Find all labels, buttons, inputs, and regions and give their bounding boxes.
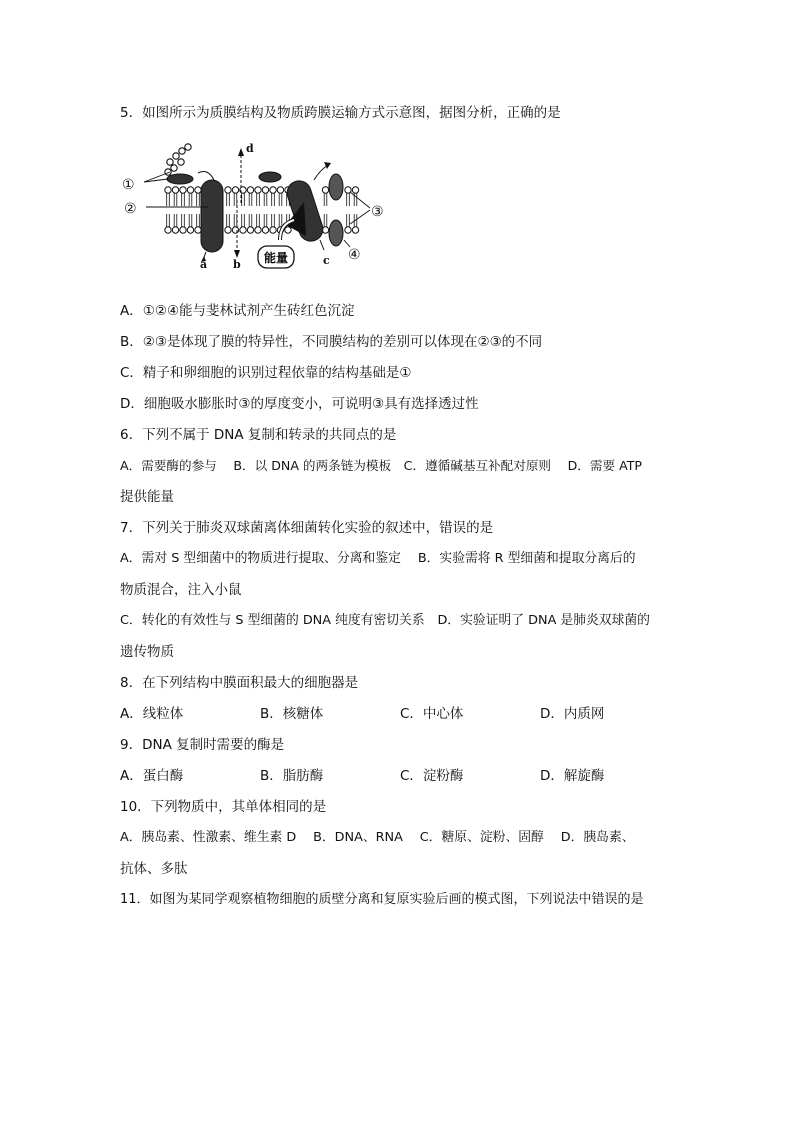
q7-options-cd: C．转化的有效性与 S 型细菌的 DNA 纯度有密切关系 D．实验证明了 DNA 是肺炎双球菌的 — [120, 613, 650, 628]
label-a: a — [200, 258, 208, 271]
label-3: ③ — [371, 204, 384, 220]
label-c: c — [323, 254, 330, 267]
q7-options-ab-cont: 物质混合，注入小鼠 — [120, 582, 242, 598]
q7-options-cd-cont: 遗传物质 — [120, 644, 174, 660]
q7-options-ab: A．需对 S 型细菌中的物质进行提取、分离和鉴定 B．实验需将 R 型细菌和提取分离后的 — [120, 551, 636, 566]
label-b: b — [233, 258, 241, 271]
q10-options-cont: 抗体、多肽 — [120, 861, 188, 877]
q9-option-d: D．解旋酶 — [540, 768, 605, 784]
glycoprotein-chain — [165, 144, 191, 175]
energy-label: 能量 — [263, 251, 289, 265]
q5-option-d: D．细胞吸水膨胀时③的厚度变小，可说明③具有选择透过性 — [120, 396, 479, 412]
glycoprotein-head — [167, 174, 193, 184]
q5-option-b: B．②③是体现了膜的特异性，不同膜结构的差别可以体现在②③的不同 — [120, 334, 543, 350]
q8-stem: 8．在下列结构中膜面积最大的细胞器是 — [120, 675, 359, 691]
membrane-diagram — [118, 140, 398, 275]
q8-option-d: D．内质网 — [540, 706, 605, 722]
q6-options: A．需要酶的参与 B．以 DNA 的两条链为模板 C．遵循碱基互补配对原则 D．需要 ATP — [120, 458, 643, 473]
q6-stem: 6．下列不属于 DNA 复制和转录的共同点的是 — [120, 427, 397, 443]
q9-option-c: C．淀粉酶 — [400, 768, 464, 784]
q8-option-c: C．中心体 — [400, 706, 464, 722]
q10-options: A．胰岛素、性激素、维生素 D B．DNA、RNA C．糖原、淀粉、固醇 D．胰岛素、 — [120, 830, 635, 845]
q8-option-a: A．线粒体 — [120, 706, 184, 722]
q11-stem: 11．如图为某同学观察植物细胞的质壁分离和复原实验后画的模式图，下列说法中错误的是 — [120, 892, 644, 907]
label-2: ② — [124, 201, 137, 217]
q10-stem: 10．下列物质中，其单体相同的是 — [120, 799, 327, 815]
q5-option-c: C．精子和卵细胞的识别过程依靠的结构基础是① — [120, 365, 412, 381]
q8-option-b: B．核糖体 — [260, 706, 324, 722]
peripheral-protein — [259, 172, 281, 182]
q9-stem: 9．DNA 复制时需要的酶是 — [120, 737, 285, 753]
q5-stem: 5．如图所示为质膜结构及物质跨膜运输方式示意图，据图分析，正确的是 — [120, 105, 561, 121]
label-d: d — [246, 142, 254, 155]
q6-options-cont: 提供能量 — [120, 489, 174, 505]
q9-option-a: A．蛋白酶 — [120, 768, 184, 784]
q5-option-a: A．①②④能与斐林试剂产生砖红色沉淀 — [120, 303, 355, 319]
label-1: ① — [122, 177, 135, 193]
q7-stem: 7．下列关于肺炎双球菌离体细菌转化实验的叙述中，错误的是 — [120, 520, 494, 536]
q9-option-b: B．脂肪酶 — [260, 768, 324, 784]
protein-a — [201, 180, 223, 252]
label-4: ④ — [348, 247, 361, 263]
